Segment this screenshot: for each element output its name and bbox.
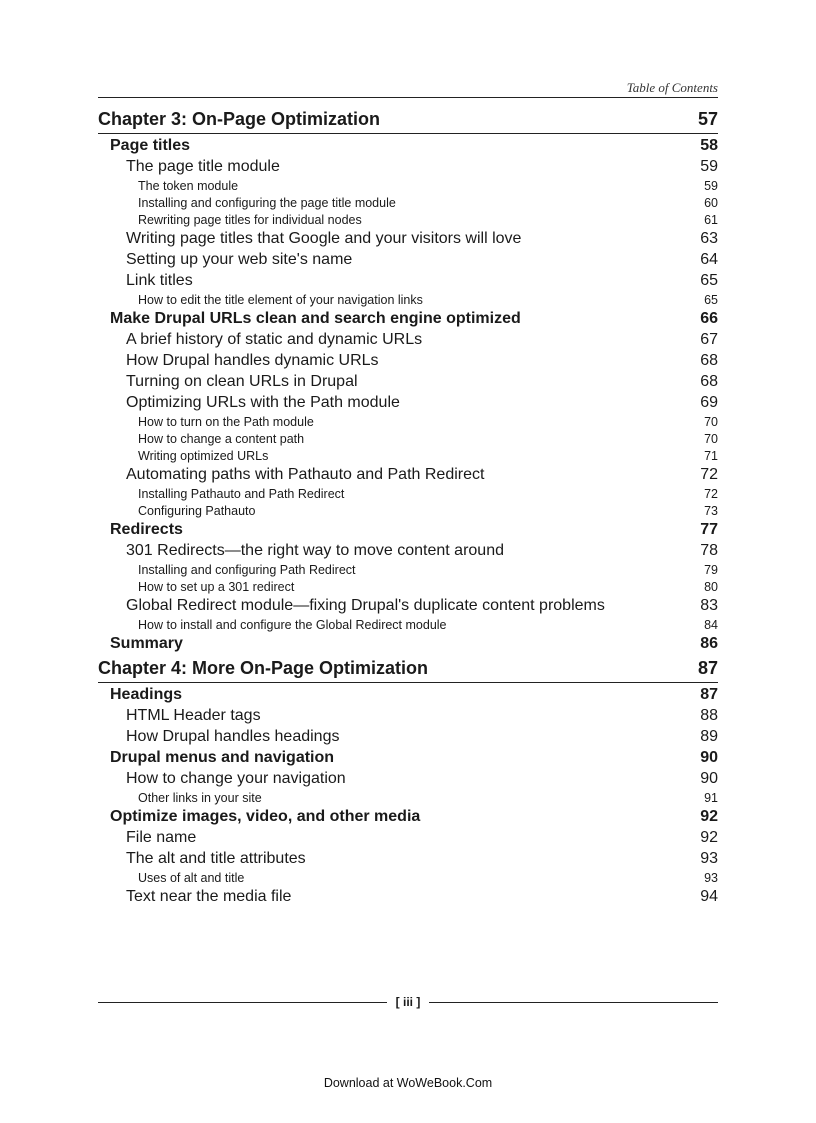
- subsubsection-entry[interactable]: [98, 618, 718, 635]
- entry-page-number: 90: [700, 770, 718, 787]
- entry-page-number: 64: [700, 251, 718, 268]
- entry-title: The token module: [138, 179, 239, 193]
- subsection-entry[interactable]: [98, 331, 718, 352]
- entry-title: Writing page titles that Google and your visitors will love: [126, 230, 522, 247]
- footer-rule-left: [98, 1002, 387, 1003]
- section-entry[interactable]: [98, 521, 718, 542]
- entry-page-number: 77: [700, 521, 718, 538]
- section-entry[interactable]: [98, 635, 718, 656]
- entry-page-number: 78: [700, 542, 718, 559]
- subsubsection-entry[interactable]: [98, 871, 718, 888]
- section-entry[interactable]: [98, 310, 718, 331]
- subsubsection-entry[interactable]: [98, 487, 718, 504]
- entry-title: Installing and configuring the page title module: [138, 196, 396, 210]
- entry-title: 301 Redirects—the right way to move content around: [126, 542, 504, 559]
- entry-title: Installing and configuring Path Redirect: [138, 563, 356, 577]
- subsubsection-entry[interactable]: [98, 415, 718, 432]
- entry-title: Uses of alt and title: [138, 871, 245, 885]
- entry-title: How Drupal handles dynamic URLs: [126, 352, 379, 369]
- entry-title: How to edit the title element of your navigation links: [138, 293, 423, 307]
- section-entry[interactable]: [98, 749, 718, 770]
- entry-page-number: 79: [704, 563, 718, 577]
- chapter-page-number: 87: [697, 658, 718, 678]
- subsection-entry[interactable]: [98, 707, 718, 728]
- entry-page-number: 92: [700, 808, 718, 825]
- subsection-entry[interactable]: [98, 728, 718, 749]
- subsection-entry[interactable]: [98, 272, 718, 293]
- page-footer: [98, 992, 718, 1012]
- entry-title: File name: [126, 829, 197, 846]
- entry-title: Setting up your web site's name: [126, 251, 353, 268]
- entry-title: A brief history of static and dynamic URLs: [126, 331, 423, 348]
- entry-page-number: 89: [700, 728, 718, 745]
- entry-title: Link titles: [126, 272, 193, 289]
- subsection-entry[interactable]: [98, 542, 718, 563]
- subsubsection-entry[interactable]: [98, 179, 718, 196]
- table-of-contents: [98, 108, 718, 909]
- section-entry[interactable]: [98, 686, 718, 707]
- entry-page-number: 91: [704, 791, 718, 805]
- subsection-entry[interactable]: [98, 850, 718, 871]
- entry-page-number: 65: [700, 272, 718, 289]
- subsection-entry[interactable]: [98, 770, 718, 791]
- subsubsection-entry[interactable]: [98, 213, 718, 230]
- entry-title: Optimize images, video, and other media: [110, 808, 421, 825]
- entry-page-number: 72: [700, 466, 718, 483]
- entry-page-number: 63: [700, 230, 718, 247]
- entry-page-number: 94: [700, 888, 718, 905]
- entry-page-number: 72: [704, 487, 718, 501]
- entry-title: Optimizing URLs with the Path module: [126, 394, 400, 411]
- entry-page-number: 84: [704, 618, 718, 632]
- entry-page-number: 61: [704, 213, 718, 227]
- entry-page-number: 59: [700, 158, 718, 175]
- chapter-page-number: 57: [697, 109, 718, 129]
- entry-title: Summary: [110, 635, 183, 652]
- entry-title: Page titles: [110, 137, 191, 154]
- subsubsection-entry[interactable]: [98, 580, 718, 597]
- entry-page-number: 70: [704, 432, 718, 446]
- chapter-title: Chapter 3: On-Page Optimization: [98, 109, 381, 129]
- subsection-entry[interactable]: [98, 466, 718, 487]
- entry-page-number: 67: [700, 331, 718, 348]
- chapter-heading[interactable]: [98, 657, 718, 683]
- subsection-entry[interactable]: [98, 888, 718, 909]
- subsection-entry[interactable]: [98, 373, 718, 394]
- entry-title: Make Drupal URLs clean and search engine optimized: [110, 310, 521, 327]
- entry-page-number: 59: [704, 179, 718, 193]
- subsubsection-entry[interactable]: [98, 449, 718, 466]
- entry-title: How to turn on the Path module: [138, 415, 314, 429]
- entry-page-number: 65: [704, 293, 718, 307]
- entry-title: Redirects: [110, 521, 183, 538]
- entry-page-number: 86: [700, 635, 718, 652]
- entry-page-number: 88: [700, 707, 718, 724]
- section-entry[interactable]: [98, 808, 718, 829]
- subsubsection-entry[interactable]: [98, 432, 718, 449]
- entry-title: Headings: [110, 686, 183, 703]
- entry-title: Installing Pathauto and Path Redirect: [138, 487, 345, 501]
- footer-rule-right: [429, 1002, 718, 1003]
- subsection-entry[interactable]: [98, 230, 718, 251]
- entry-page-number: 93: [704, 871, 718, 885]
- entry-page-number: 73: [704, 504, 718, 518]
- entry-page-number: 93: [700, 850, 718, 867]
- entry-page-number: 68: [700, 373, 718, 390]
- entry-title: How Drupal handles headings: [126, 728, 340, 745]
- entry-title: Automating paths with Pathauto and Path Redirect: [126, 466, 485, 483]
- entry-title: HTML Header tags: [126, 707, 261, 724]
- chapter-heading[interactable]: [98, 108, 718, 134]
- subsubsection-entry[interactable]: [98, 791, 718, 808]
- subsection-entry[interactable]: [98, 352, 718, 373]
- entry-title: Text near the media file: [126, 888, 292, 905]
- entry-title: The alt and title attributes: [126, 850, 306, 867]
- entry-page-number: 71: [704, 449, 718, 463]
- entry-page-number: 90: [700, 749, 718, 766]
- entry-title: Rewriting page titles for individual nodes: [138, 213, 362, 227]
- entry-title: Turning on clean URLs in Drupal: [126, 373, 358, 390]
- entry-page-number: 80: [704, 580, 718, 594]
- subsection-entry[interactable]: [98, 251, 718, 272]
- entry-title: How to set up a 301 redirect: [138, 580, 295, 594]
- subsection-entry[interactable]: [98, 597, 718, 618]
- entry-title: How to change a content path: [138, 432, 305, 446]
- subsubsection-entry[interactable]: [98, 563, 718, 580]
- entry-title: How to install and configure the Global Redirect module: [138, 618, 447, 632]
- subsubsection-entry[interactable]: [98, 504, 718, 521]
- entry-page-number: 60: [704, 196, 718, 210]
- section-entry[interactable]: [98, 137, 718, 158]
- entry-page-number: 58: [700, 137, 718, 154]
- subsubsection-entry[interactable]: [98, 293, 718, 310]
- entry-page-number: 68: [700, 352, 718, 369]
- entry-title: How to change your navigation: [126, 770, 346, 787]
- entry-page-number: 66: [700, 310, 718, 327]
- chapter-title: Chapter 4: More On-Page Optimization: [98, 658, 429, 678]
- header-rule: [98, 97, 718, 98]
- subsection-entry[interactable]: [98, 829, 718, 850]
- entry-page-number: 83: [700, 597, 718, 614]
- entry-title: Drupal menus and navigation: [110, 749, 335, 766]
- subsection-entry[interactable]: [98, 394, 718, 415]
- download-note: Download at WoWeBook.Com: [323, 1076, 493, 1090]
- entry-page-number: 69: [700, 394, 718, 411]
- entry-page-number: 92: [700, 829, 718, 846]
- page-number: [ iii ]: [395, 995, 421, 1009]
- subsection-entry[interactable]: [98, 158, 718, 179]
- subsubsection-entry[interactable]: [98, 196, 718, 213]
- running-header-title: Table of Contents: [626, 80, 718, 95]
- entry-page-number: 70: [704, 415, 718, 429]
- entry-page-number: 87: [700, 686, 718, 703]
- entry-title: The page title module: [126, 158, 280, 175]
- entry-title: Global Redirect module—fixing Drupal's duplicate content problems: [126, 597, 605, 614]
- entry-title: Other links in your site: [138, 791, 262, 805]
- entry-title: Configuring Pathauto: [138, 504, 256, 518]
- entry-title: Writing optimized URLs: [138, 449, 269, 463]
